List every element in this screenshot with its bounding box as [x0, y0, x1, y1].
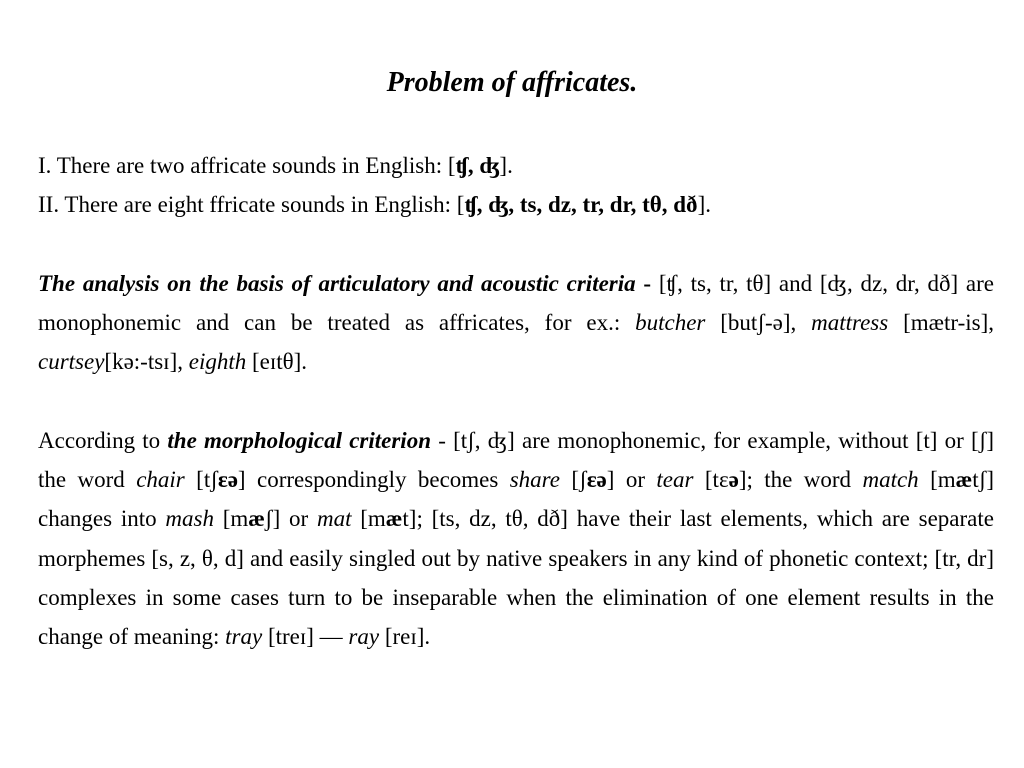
intro-line-2-text: II. There are eight ffricate sounds in English: [ — [38, 192, 465, 218]
example-word-eighth: eighth — [188, 349, 247, 375]
example-word-mash: mash — [165, 506, 214, 532]
morph-text-16: [reɪ]. — [379, 624, 431, 650]
example-word-share: share — [509, 467, 560, 493]
example-word-curtsey: curtsey — [38, 349, 105, 375]
example-word-tear: tear — [656, 467, 694, 493]
intro-line-1-sounds: ʧ, ʤ — [455, 153, 500, 178]
morph-text-15: [treɪ] — — [262, 624, 349, 650]
morph-text-14: t]; [ts, dz, tθ, dð] have their last elements, which are separate morphemes [s, z, θ, d] and easily singled out by native speakers in any kind of phonetic context; [tr, dr] complexes in some cases turn to be inseparable when the elimination of one element results in the change of meaning: — [38, 506, 994, 650]
morph-text-7: [tɛ — [693, 467, 729, 493]
morph-text-2: - [tʃ, ʤ] are monophonemic, for example, without [t] or [ʃ] the word — [38, 428, 995, 493]
analysis-text-2: [butʃ-ə], — [705, 310, 812, 336]
example-word-match: match — [862, 467, 919, 493]
morph-text-13: [m — [351, 506, 386, 532]
morph-text-12: ʃ] or — [264, 506, 317, 532]
analysis-text-5: [eɪtθ]. — [246, 349, 308, 375]
intro-line-1 — [38, 146, 994, 185]
example-word-ray: ray — [348, 624, 380, 650]
intro-block — [38, 146, 994, 224]
example-word-butcher: butcher — [635, 310, 706, 336]
analysis-text-3: [mætr-is], — [888, 310, 994, 336]
mash-ipa: æ — [248, 506, 265, 532]
morph-text-5: [ʃ — [560, 467, 587, 493]
example-word-mattress: mattress — [811, 310, 889, 336]
intro-line-1-text: I. There are two affricate sounds in English: [ — [38, 153, 456, 178]
morph-text-11: [m — [213, 506, 249, 532]
morph-text-10: tʃ] changes into — [38, 467, 994, 532]
share-ipa: ɛə — [586, 467, 607, 493]
morph-text-1: According to — [38, 428, 168, 453]
morph-text-8: ]; the word — [738, 467, 863, 493]
example-word-mat: mat — [316, 506, 352, 532]
morph-text-9: [m — [918, 467, 956, 493]
mat-ipa: æ — [385, 506, 403, 532]
analysis-heading: The analysis on the basis of articulatory and acoustic criteria — [38, 271, 636, 296]
tear-ipa: ə — [728, 467, 739, 493]
slide-title: Problem of affricates. — [386, 67, 638, 98]
intro-line-1-end: ]. — [499, 153, 513, 178]
chair-ipa: ɛə — [217, 467, 238, 493]
example-word-chair: chair — [136, 467, 185, 493]
intro-line-2-sounds: ʧ, ʤ, ts, dz, tr, dr, tθ, dð — [464, 192, 698, 218]
intro-line-2-end: ]. — [697, 192, 711, 218]
example-word-tray: tray — [225, 624, 263, 650]
match-ipa: æ — [955, 467, 973, 493]
morph-text-4: ] correspondingly becomes — [237, 467, 510, 493]
intro-line-2 — [38, 185, 994, 224]
morph-text-6: ] or — [606, 467, 657, 493]
morph-text-3: [tʃ — [184, 467, 218, 493]
analysis-text-4: [kə:-tsɪ], — [104, 349, 189, 375]
analysis-dash: - — [635, 271, 659, 296]
morph-criterion-heading: the morphological criterion — [167, 428, 431, 453]
analysis-text-1: [ʧ, ts, tr, tθ] and [ʤ, dz, dr, dð] are monophonemic and can be treated as affricates, for ex.: — [38, 271, 994, 336]
analysis-paragraph — [38, 264, 994, 382]
morphological-paragraph — [38, 421, 994, 656]
